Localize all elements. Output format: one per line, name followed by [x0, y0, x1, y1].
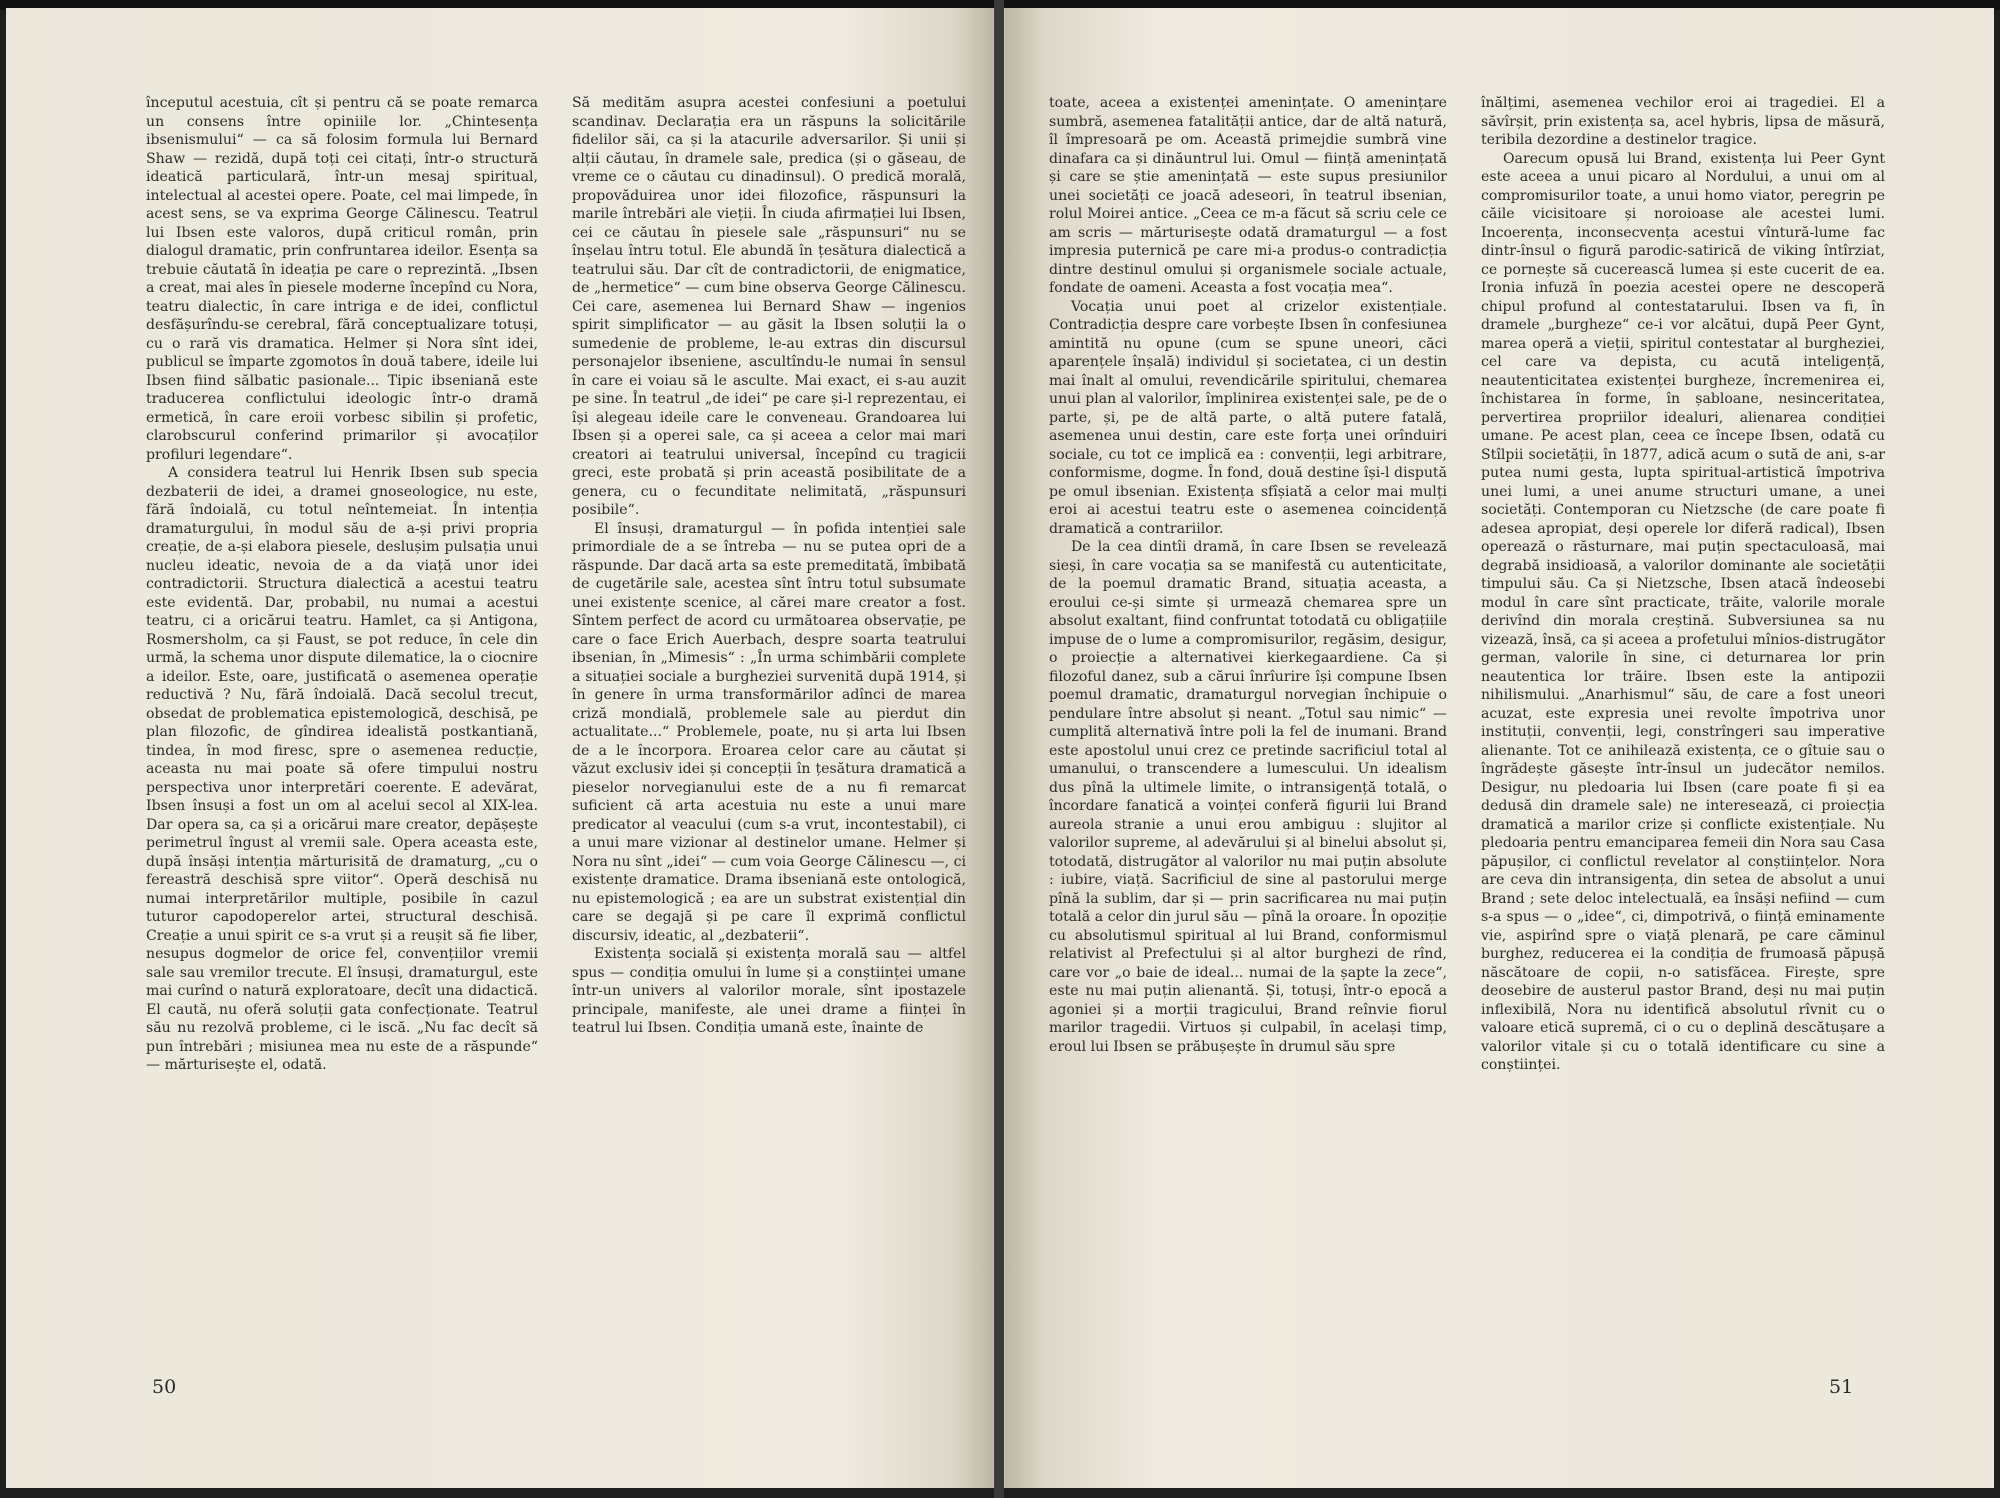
page-number-right: 51: [1829, 1376, 1854, 1398]
left-page: [6, 8, 994, 1488]
left-page-column-1: [146, 94, 538, 1334]
paragraph: înălțimi, asemenea vechilor eroi ai tragediei. El a săvîrșit, prin existența sa, acel hybris, lipsa de măsură, teribila dezordine a destinelor tragice.: [1481, 95, 1885, 148]
paragraph: Să medităm asupra acestei confesiuni a poetului scandinav. Declarația era un răspuns la solicitările fidelilor săi, ca și la atacurile adversarilor. Și unii și alții căutau, în dramele sale, predica (și o găseau, de vreme ce o căutau cu dinadinsul). O predică morală, propovăduirea unor idei filozofice, răspunsuri la marile întrebări ale vieții. În ciuda afirmației lui Ibsen, cei ce căutau în piesele sale „răspunsuri“ nu se înșelau întru totul. Ele abundă în țesătura dialectică a teatrului său. Dar cît de contradictorii, de enigmatice, de „hermetice“ — cum bine observa George Călinescu. Cei care, asemenea lui Bernard Shaw — ingenios spirit simplificator — au găsit la Ibsen soluții la o sumedenie de probleme, le-au extras din discursul personajelor ibseniene, ascultîndu-le numai în sensul în care ei voiau să le asculte. Mai exact, ei s-au auzit pe sine. În teatrul „de idei“ pe care și-l reprezentau, ei își alegeau ideile care le conveneau. Grandoarea lui Ibsen și a operei sale, ca și aceea a celor mai mari creatori ai teatrului universal, începînd cu tragicii greci, este probată și prin această posibilitate de a genera, cu o fecunditate nelimitată, „răspunsuri posibile“.: [572, 95, 966, 518]
paragraph: Existența socială și existența morală sau — altfel spus — condiția omului în lume și a conștiinței umane într-un univers al valorilor morale, sînt ipostazele principale, manifeste, ale unei drame a ființei în teatrul lui Ibsen. Condiția umană este, înainte de: [572, 946, 966, 1036]
left-page-column-2: [572, 94, 966, 1334]
right-page-column-2: [1481, 94, 1885, 1334]
right-page-column-1: [1049, 94, 1447, 1334]
paragraph: Oarecum opusă lui Brand, existența lui Peer Gynt este aceea a unui picaro al Nordului, a unui om al compromisurilor toate, a unui homo viator, peregrin pe căile vicisitoare și noroioase ale acestei lumi. Incoerența, inconsecvența acestui vîntură-lume fac dintr-însul o figură parodic-satirică de viking întîrziat, ce pornește să cucerească lumea și este cucerit de ea. Ironia infuză în poezia acestei opere ne descoperă chipul profund al contestatarului. Ibsen va fi, în dramele „burgheze“ ce-i vor alcătui, după Peer Gynt, marea operă a vieții, spiritul contestatar al burgheziei, cel care va depista, cu acută inteligență, neautenticitatea existenței burgheze, încremenirea ei, închistarea în forme, în șabloane, nesinceritatea, pervertirea propriilor idealuri, alienarea condiției umane. Pe acest plan, ceea ce începe Ibsen, odată cu Stîlpii societății, în 1877, adică acum o sută de ani, s-ar putea numi gesta, lupta spiritual-artistică împotriva unei lumi, a unei anume structuri umane, a unei societăți. Contemporan cu Nietzsche (de care poate fi adesea apropiat, deși operele lor diferă radical), Ibsen operează o răsturnare, mai puțin spectaculoasă, mai degrabă insidioasă, a valorilor dominante ale societății timpului său. Ca și Nietzsche, Ibsen atacă îndeosebi modul în care sînt practicate, trăite, valorile morale derivînd din morala creștină. Subversiunea sa nu vizează, însă, ca și aceea a profetului mînios-distrugător german, valorile în sine, ci deturnarea lor prin neautentica lor trăire. Ibsen este la antipozii nihilismului. „Anarhismul“ său, de care a fost uneori acuzat, este expresia unei revolte împotriva unor instituții, convenții, legi, constrîngeri sau imperative alienante. Tot ce anihilează existența, ce o gîtuie sau o îngrădește găsește într-însul un judecător nemilos. Desigur, nu pledoaria lui Ibsen (care poate fi și ea dedusă din dramele sale) ne interesează, ci proiecția dramatică a marilor crize și conflicte existențiale. Nu pledoaria pentru emanciparea femeii din Nora sau Casa păpușilor, ci conflictul revelator al conștiințelor. Nora are ceva din intransigența, din setea de absolut a unui Brand ; sete deloc intelectuală, ea însăși nefiind — cum s-a spus — o „idee“, ci, dimpotrivă, o ființă eminamente vie, aspirînd spre o viață plenară, pe care căminul burghez, reducerea ei la condiția de frumoasă păpușă născătoare de copii, n-o satisfăcea. Firește, spre deosebire de austerul pastor Brand, deși nu mai puțin inflexibilă, Nora nu identifică absolutul rîvnit cu o valoare etică supremă, ci o cu o deplină descătușare a valorilor vitale și cu o totală identificare cu sine a conștiinței.: [1481, 150, 1885, 1073]
paragraph: Vocația unui poet al crizelor existențiale. Contradicția despre care vorbește Ibsen în confesiunea amintită nu opune (cum se spune uneori, căci aparențele înșală) individul și societatea, ci un destin mai înalt al omului, revendicările spiritului, chemarea unui plan al valorilor, împlinirea existenței sale, pe de o parte, și, pe de altă parte, o altă putere fatală, asemenea unui destin, care este forța unei orînduiri sociale, cu tot ce implică ea : convenții, legi arbitrare, conformisme, dogme. În fond, două destine își-l dispută pe omul ibsenian. Existența sfîșiată a celor mai mulți eroi ai acestui teatru este o asemenea coincidență dramatică a contrariilor.: [1049, 298, 1447, 537]
page-number-left: 50: [152, 1376, 177, 1398]
paragraph: toate, aceea a existenței amenințate. O amenințare sumbră, asemenea fatalității antice, dar de altă natură, îl împresoară pe om. Această primejdie sumbră vine dinafara ca și dinăuntrul lui. Omul — ființă amenințată și care se știe amenințată — este supus presiunilor unei societăți ce joacă adeseori, în teatrul ibsenian, rolul Moirei antice. „Ceea ce m-a făcut să scriu cele ce am scris — mărturisește odată dramaturgul — a fost impresia puternică pe care mi-a produs-o contradicția dintre destinul omului și organismele sociale actuale, fondate de oameni. Aceasta a fost vocația mea“.: [1049, 95, 1447, 296]
paragraph: A considera teatrul lui Henrik Ibsen sub specia dezbaterii de idei, a dramei gnoseologice, nu este, fără îndoială, cu totul neîntemeiat. În intenția dramaturgului, în modul său de a-și privi propria creație, de a-și elabora piesele, deslușim pulsația unui nucleu ideatic, nevoia de a da viață unor idei contradictorii. Structura dialectică a acestui teatru este evidentă. Dar, probabil, nu numai a acestui teatru, ci a oricărui teatru. Hamlet, ca și Antigona, Rosmersholm, ca și Faust, se pot reduce, în cele din urmă, la schema unor dispute dilematice, la o ciocnire a ideilor. Este, oare, justificată o asemenea operație reductivă ? Nu, fără îndoială. Dacă secolul trecut, obsedat de problematica epistemologică, deschisă, pe plan filozofic, de gîndirea idealistă postkantiană, tindea, în mod firesc, spre o asemenea reducție, aceasta nu mai poate să ofere timpului nostru perspectiva unor interpretări coerente. E adevărat, Ibsen însuși a fost un om al acelui secol al XIX-lea. Dar opera sa, ca și a oricărui mare creator, depășește perimetrul îngust al vremii sale. Opera aceasta este, după însăși intenția mărturisită de dramaturg, „cu o fereastră deschisă spre viitor“. Operă deschisă nu numai interpretărilor multiple, posibile în cazul tuturor capodoperelor artei, structural deschisă. Creație a unui spirit ce s-a vrut și a reușit să fie liber, nesupus dogmelor de orice fel, convențiilor vremii sale sau vremilor trecute. El însuși, dramaturgul, este mai curînd o natură exploratoare, decît una didactică. El caută, nu oferă soluții gata confecționate. Teatrul său nu rezolvă probleme, ci le iscă. „Nu fac decît să pun întrebări ; misiunea mea nu este de a răspunde“ — mărturisește el, odată.: [146, 465, 538, 1073]
paragraph: El însuși, dramaturgul — în pofida intenției sale primordiale de a se întreba — nu se putea opri de a răspunde. Dar dacă arta sa este premeditată, îmbibată de cugetările sale, acestea sînt întru totul subsumate unei existențe scenice, al cărei mare creator a fost. Sîntem perfect de acord cu următoarea observație, pe care o face Erich Auerbach, despre soarta teatrului ibsenian, în „Mimesis“ : „În urma schimbării complete a situației sociale a burgheziei survenită după 1914, și în genere în urma transformărilor adînci de marea criză mondială, problemele sale au pierdut din actualitate...“ Problemele, poate, nu și arta lui Ibsen de a le încorpora. Eroarea celor care au căutat și văzut exclusiv idei și concepții în țesătura dramatică a pieselor norvegianului este de a nu fi remarcat suficient că arta acestuia nu este a unui mare predicator al veacului (cum s-a vrut, incontestabil), ci a unui mare vizionar al destinelor umane. Helmer și Nora nu sînt „idei“ — cum voia George Călinescu —, ci existențe dramatice. Drama ibseniană este ontologică, nu epistemologică ; ea are un substrat existențial din care se degajă și pe care îl exprimă conflictul discursiv, ideatic, al „dezbaterii“.: [572, 520, 966, 944]
paragraph: De la cea dintîi dramă, în care Ibsen se revelează sieși, în care vocația sa se manifestă cu autenticitate, de la poemul dramatic Brand, situația aceasta, a eroului ce-și simte și urmează chemarea spre un absolut exaltant, fiind confruntat totodată cu obligațiile impuse de o lume a compromisurilor, regăsim, desigur, o proiecție a alternativei kierkegaardiene. Ca și filozoful danez, sub a cărui înrîurire își compune Ibsen poemul dramatic, dramaturgul norvegian închipuie o pendulare între absolut și neant. „Totul sau nimic“ — cumplită alternativă între poli la fel de inumani. Brand este apostolul unui crez ce pretinde sacrificiul total al umanului, o transcendere a lumescului. Un idealism dus pînă la ultimele limite, o intransigență totală, o încordare fanatică a voinței conferă figurii lui Brand aureola stranie a unui erou ambiguu : slujitor al valorilor supreme, al adevărului și al binelui absolut și, totodată, distrugător al valorilor nu mai puțin absolute : iubire, viață. Sacrificiul de sine al pastorului merge pînă la sublim, dar și — prin sacrificarea nu mai puțin totală a celor din jurul său — pînă la oroare. În opoziție cu absolutismul spiritual al lui Brand, conformismul relativist al Prefectului și al altor burghezi de rînd, care vor „o baie de ideal... numai de la șapte la zece“, este nu mai puțin alienantă. Și, totuși, într-o epocă a agoniei și a morții tragicului, Brand reînvie fiorul marilor tragedii. Virtuos și culpabil, în același timp, eroul lui Ibsen se prăbușește în drumul său spre: [1049, 539, 1447, 1055]
right-page: [1004, 8, 1994, 1488]
book-gutter: [994, 0, 1004, 1498]
paragraph: începutul acestuia, cît și pentru că se poate remarca un consens între opiniile lor. „Chintesența ibsenismului“ — ca să folosim formula lui Bernard Shaw — rezidă, după toți cei citați, într-o structură ideatică particulară, într-un mesaj spiritual, intelectual al acestei opere. Poate, cel mai limpede, în acest sens, se va exprima George Călinescu. Teatrul lui Ibsen este valoros, după criticul român, prin dialogul dramatic, prin confruntarea ideilor. Esența sa trebuie căutată în ideația pe care o reprezintă. „Ibsen a creat, mai ales în piesele moderne începînd cu Nora, teatru dialectic, în care intriga e de idei, conflictul desfășurîndu-se cerebral, fără conceptualizare totuși, cu o rară vis dramatica. Helmer și Nora sînt idei, publicul se împarte zgomotos în două tabere, ideile lui Ibsen fiind sălbatic pasionale... Tipic ibseniană este traducerea conflictului ideologic într-o dramă ermetică, în care eroii vorbesc sibilin și profetic, clarobscurul conferind primarilor și avocaților profiluri legendare“.: [146, 95, 538, 463]
